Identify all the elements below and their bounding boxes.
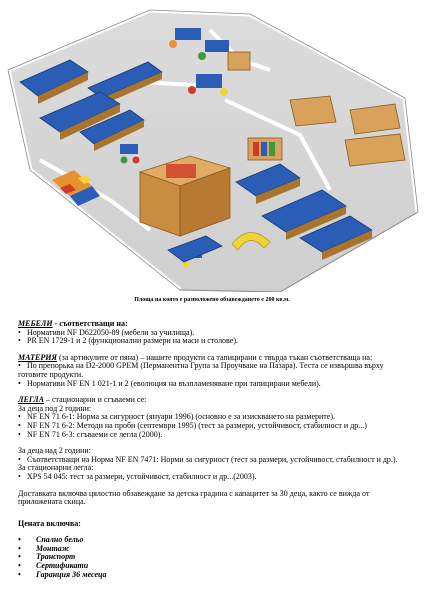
list-item: • По препорька на D2-2000 GPEM (Перманентна Група за Проучване на Пазара). Теста се извършва върху готовите продукти. — [18, 362, 410, 379]
mebeli-heading-rest: - съответстващи на: — [52, 319, 128, 328]
mebeli-list — [18, 329, 410, 346]
delivery-text: Доставката включва цялостно обзавеждане за детска градина с капацитет за 30 деца, както се вижда от приложената скица. — [18, 488, 370, 507]
materia-heading-rest: (за артикулите от пяна) – нашите продукти са тапицирани с твърда тъкан съответстваща на: — [57, 352, 373, 362]
list-item: • NF EN 71 6-2: Методи на проби (септември 1995) (тест за размери, устойчивост, стабилност и др...) — [18, 422, 410, 431]
legla-group2-label: За деца над 2 години: — [18, 446, 91, 456]
floor-plan-illustration — [0, 0, 424, 292]
list-item: • NF EN 71 6-3: сгъваеми се легла (2000). — [18, 431, 410, 440]
list-item: • PR EN 1729-1 и 2 (функционални размери на маси и столове). — [18, 337, 410, 346]
legla-group1-label: За деца под 2 години: — [18, 403, 92, 413]
list-item: • XPS 54 045: тест за размери, устойчивост, стабилност и др...(2003). — [18, 473, 410, 482]
materia-heading-title: МАТЕРИЯ — [18, 352, 57, 362]
list-item: • Нормативи NF EN 1 021-1 и 2 (еволюция на възпламеняване при тапицирани мебели). — [18, 380, 410, 389]
price-heading: Цената включва: — [18, 518, 81, 528]
list-item: • Нормативи NF D622050-89 (мебели за училища). — [18, 329, 410, 338]
materia-list — [18, 362, 410, 388]
legla-group3-list — [18, 473, 410, 482]
list-item: • Монтаж — [18, 545, 410, 554]
list-item: • NF EN 71 6-1: Норма за сигурност (януари 1996) (основно е за изискването на размерите). — [18, 413, 410, 422]
legla-heading-rest: – стационарни и сгъваеми се: — [43, 395, 147, 405]
mebeli-heading-title: МЕБЕЛИ — [18, 319, 53, 328]
price-list — [18, 536, 410, 579]
floor-plan-caption: Площа на която е разположено обзавеждането е 200 кв.м. — [134, 297, 290, 303]
list-item: • Транспорт — [18, 553, 410, 562]
list-item: • Съответстващи на Норма NF EN 7471: Норми за сигурност (тест за размери, устойчивост, стабилност и др.). — [18, 456, 410, 465]
list-item: • Спално бельо — [18, 536, 410, 545]
list-item: • Сертификати — [18, 562, 410, 571]
document-body — [18, 320, 410, 579]
legla-heading-title: ЛЕГЛА — [18, 395, 44, 405]
list-item: • Гаранция 36 месеца — [18, 571, 410, 580]
legla-group1-list — [18, 413, 410, 439]
legla-group3-label: За стационарни легла: — [18, 463, 94, 473]
